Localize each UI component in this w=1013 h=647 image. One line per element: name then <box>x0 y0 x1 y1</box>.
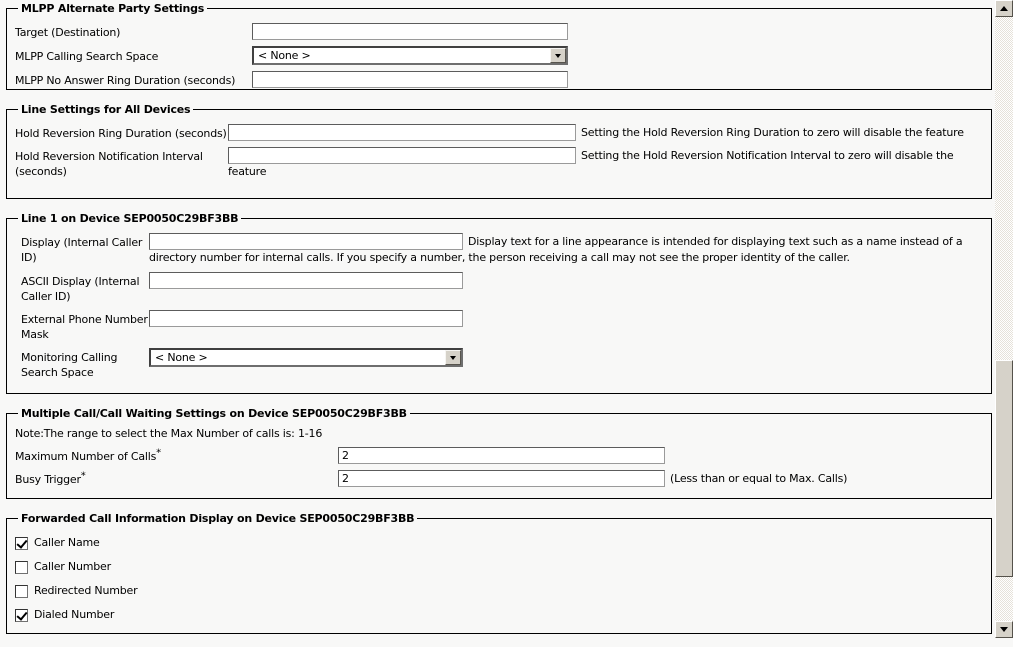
mlpp-no-answer-ring-duration-input[interactable] <box>252 71 568 88</box>
form-row <box>15 447 983 464</box>
chevron-down-icon <box>555 54 561 58</box>
section-forwarded-call-info <box>6 512 992 634</box>
caller-name-label: Caller Name <box>34 536 100 549</box>
arrow-up-icon <box>1000 6 1008 11</box>
display-internal-caller-id-input[interactable] <box>149 233 463 250</box>
section-title-mlpp: MLPP Alternate Party Settings <box>21 2 205 15</box>
dropdown-button[interactable] <box>550 48 566 63</box>
scrollbar-track[interactable] <box>995 17 1013 621</box>
form-row <box>15 272 983 304</box>
hold-reversion-ring-duration-note: Setting the Hold Reversion Ring Duration to zero will disable the feature <box>581 125 964 139</box>
checkbox-row <box>15 536 983 550</box>
dialed-number-checkbox[interactable] <box>15 609 28 622</box>
mlpp-calling-search-space-select[interactable] <box>252 46 568 65</box>
hold-reversion-ring-duration-label: Hold Reversion Ring Duration (seconds) <box>15 127 227 140</box>
max-calls-range-note: Note:The range to select the Max Number of calls is: 1-16 <box>15 427 323 440</box>
form-row <box>15 71 983 88</box>
section-title-forwarded-call: Forwarded Call Information Display on Device SEP0050C29BF3BB <box>21 512 415 525</box>
ascii-display-label: ASCII Display (Internal Caller ID) <box>21 275 140 303</box>
chevron-down-icon <box>450 356 456 360</box>
checkbox-row <box>15 584 983 598</box>
form-row <box>15 233 983 266</box>
redirected-number-checkbox[interactable] <box>15 585 28 598</box>
vertical-scrollbar[interactable] <box>995 0 1013 638</box>
maximum-number-of-calls-label: Maximum Number of Calls* <box>15 447 161 463</box>
required-asterisk: * <box>156 447 161 459</box>
display-internal-caller-id-label: Display (Internal Caller ID) <box>21 236 143 264</box>
section-line1-on-device <box>6 212 992 394</box>
scrollbar-thumb[interactable] <box>995 360 1013 577</box>
scrollbar-up-button[interactable] <box>995 0 1013 17</box>
busy-trigger-note: (Less than or equal to Max. Calls) <box>670 471 848 485</box>
selected-option: < None > <box>258 49 311 62</box>
form-row <box>15 124 983 141</box>
hold-reversion-notification-interval-label: Hold Reversion Notification Interval (seconds) <box>15 150 203 178</box>
section-title-line1: Line 1 on Device SEP0050C29BF3BB <box>21 212 239 225</box>
monitoring-calling-search-space-select[interactable] <box>149 348 463 367</box>
checkbox-row <box>15 608 983 622</box>
ascii-display-input[interactable] <box>149 272 463 289</box>
section-title-line-settings: Line Settings for All Devices <box>21 103 191 116</box>
mlpp-no-answer-ring-duration-label: MLPP No Answer Ring Duration (seconds) <box>15 74 236 87</box>
busy-trigger-label: Busy Trigger* <box>15 470 86 486</box>
dialed-number-label: Dialed Number <box>34 608 115 621</box>
dropdown-button[interactable] <box>445 350 461 365</box>
external-phone-number-mask-label: External Phone Number Mask <box>21 313 148 341</box>
section-line-settings-all-devices <box>6 103 992 199</box>
maximum-number-of-calls-input[interactable] <box>338 447 665 464</box>
mlpp-calling-search-space-label: MLPP Calling Search Space <box>15 50 159 63</box>
target-destination-input[interactable] <box>252 23 568 40</box>
scrollbar-down-button[interactable] <box>995 621 1013 638</box>
form-row <box>15 46 983 65</box>
busy-trigger-input[interactable] <box>338 470 665 487</box>
monitoring-calling-search-space-label: Monitoring Calling Search Space <box>21 351 118 379</box>
section-mlpp-alternate-party-settings <box>6 2 992 90</box>
section-multiple-call-settings <box>6 407 992 499</box>
external-phone-number-mask-input[interactable] <box>149 310 463 327</box>
selected-option: < None > <box>155 351 208 364</box>
caller-number-checkbox[interactable] <box>15 561 28 574</box>
display-internal-caller-id-note: Display text for a line appearance is intended for displaying text such as a name instead of a directory number for internal calls. If you specify a number, the person receiving a call may not see the proper identity of the caller. <box>149 234 963 264</box>
redirected-number-label: Redirected Number <box>34 584 138 597</box>
hold-reversion-notification-interval-note: Setting the Hold Reversion Notification Interval to zero will disable the feature <box>228 148 954 178</box>
target-destination-label: Target (Destination) <box>15 26 121 39</box>
caller-name-checkbox[interactable] <box>15 537 28 550</box>
caller-number-label: Caller Number <box>34 560 111 573</box>
checkbox-row <box>15 560 983 574</box>
form-content <box>0 2 994 647</box>
arrow-down-icon <box>1000 627 1008 632</box>
form-row <box>15 310 983 342</box>
required-asterisk: * <box>80 470 86 482</box>
form-row <box>15 348 983 380</box>
form-row <box>15 470 983 487</box>
hold-reversion-notification-interval-input[interactable] <box>228 147 576 164</box>
form-row <box>15 23 983 40</box>
form-row <box>15 147 983 180</box>
section-title-multiple-call: Multiple Call/Call Waiting Settings on Device SEP0050C29BF3BB <box>21 407 407 420</box>
hold-reversion-ring-duration-input[interactable] <box>228 124 576 141</box>
